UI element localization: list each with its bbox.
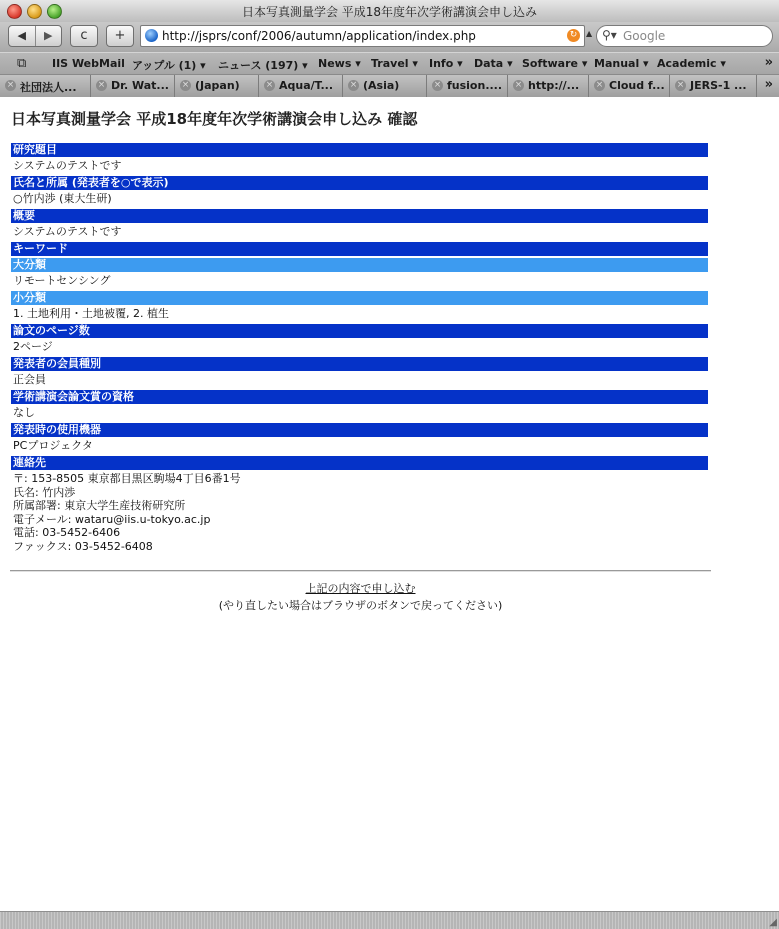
contact-name: 氏名: 竹内渉 <box>13 485 76 499</box>
address-url[interactable]: http://jsprs/conf/2006/autumn/application/index.php <box>162 29 476 43</box>
tab-6[interactable]: × fusion.... <box>427 75 508 97</box>
bookmark-news-jp[interactable]: ニュース (197) ▾ <box>218 59 308 72</box>
bookmarks-overflow-icon[interactable]: » <box>764 55 773 70</box>
browser-toolbar <box>0 22 779 52</box>
bookmark-travel[interactable]: Travel ▾ <box>371 57 418 70</box>
reload-button[interactable]: c <box>70 25 98 47</box>
tab-9[interactable]: × JERS-1 ... <box>670 75 757 97</box>
research-title-label: 研究題目 <box>11 143 708 157</box>
bookmark-software[interactable]: Software ▾ <box>522 57 588 70</box>
contact-details <box>11 470 708 556</box>
add-bookmark-button[interactable]: + <box>106 25 134 47</box>
contact-label: 連絡先 <box>11 456 708 470</box>
page-content <box>0 97 779 911</box>
equipment-label: 発表時の使用機器 <box>11 423 708 437</box>
close-tab-icon[interactable]: × <box>676 80 685 90</box>
bookmark-apple[interactable]: アップル (1) ▾ <box>132 59 206 72</box>
bookmarks-bar <box>0 52 779 75</box>
tabs-overflow-icon[interactable]: » <box>764 77 773 92</box>
bookmark-manual[interactable]: Manual ▾ <box>594 57 649 70</box>
close-tab-icon[interactable]: × <box>514 80 523 90</box>
minor-category-label: 小分類 <box>11 291 708 305</box>
close-tab-icon[interactable]: × <box>265 80 274 90</box>
close-tab-icon[interactable]: × <box>349 80 358 90</box>
bookmark-info[interactable]: Info ▾ <box>429 57 463 70</box>
tab-3[interactable]: × (Japan) <box>175 75 259 97</box>
address-dropdown-icon[interactable]: ▲ <box>586 29 593 38</box>
search-placeholder: Google <box>623 29 666 43</box>
divider <box>10 570 711 572</box>
page-title: 日本写真測量学会 平成18年度年次学術講演会申し込み 確認 <box>11 110 418 128</box>
major-category-label: 大分類 <box>11 258 708 272</box>
page-count-value: 2ページ <box>13 340 53 353</box>
back-forward-group <box>8 25 62 47</box>
bookmark-iis-webmail[interactable]: IIS WebMail <box>52 57 125 70</box>
author-value: ○竹内渉 (東大生研) <box>13 192 112 205</box>
contact-phone: 電話: 03-5452-6406 <box>13 526 121 539</box>
page-count-label: 論文のページ数 <box>11 324 708 338</box>
window-titlebar <box>0 0 779 23</box>
address-bar[interactable] <box>140 25 585 47</box>
member-type-label: 発表者の会員種別 <box>11 357 708 371</box>
bookmark-academic[interactable]: Academic ▾ <box>657 57 726 70</box>
site-globe-icon <box>145 29 158 42</box>
major-category-value: リモートセンシング <box>13 274 111 287</box>
author-label: 氏名と所属 (発表者を○で表示) <box>11 176 708 190</box>
back-instruction-note: (やり直したい場合はブラウザのボタンで戻ってください) <box>218 599 503 612</box>
keywords-label: キーワード <box>11 242 708 256</box>
contact-department: 所属部署: 東京大学生産技術研究所 <box>13 499 186 512</box>
forward-button[interactable]: ▶ <box>44 29 53 42</box>
bookmark-data[interactable]: Data ▾ <box>474 57 513 70</box>
confirmation-form <box>11 143 708 556</box>
close-tab-icon[interactable]: × <box>595 80 604 90</box>
submit-application-link[interactable]: 上記の内容で申し込む <box>305 582 416 595</box>
bookmark-news[interactable]: News ▾ <box>318 57 361 70</box>
close-tab-icon[interactable]: × <box>6 80 15 90</box>
tab-1[interactable]: × 社団法人... <box>0 75 91 97</box>
member-type-value: 正会員 <box>13 373 46 386</box>
bookmarks-book-icon[interactable]: ⧉ <box>17 56 27 71</box>
abstract-value: システムのテストです <box>13 225 122 238</box>
rss-feed-icon[interactable]: ↻ <box>567 29 580 42</box>
close-tab-icon[interactable]: × <box>181 80 190 90</box>
award-eligibility-value: なし <box>13 406 35 419</box>
equipment-value: PCプロジェクタ <box>13 439 93 452</box>
contact-address: 〒: 153-8505 東京都目黒区駒場4丁目6番1号 <box>13 472 241 485</box>
contact-fax: ファックス: 03-5452-6408 <box>13 539 153 553</box>
back-button[interactable]: ◀ <box>9 26 36 46</box>
award-eligibility-label: 学術講演会論文賞の資格 <box>11 390 708 404</box>
search-field[interactable] <box>596 25 773 47</box>
window-title: 日本写真測量学会 平成18年度年次学術講演会申し込み <box>241 5 538 19</box>
tab-5[interactable]: × (Asia) <box>343 75 427 97</box>
tab-4[interactable]: × Aqua/T... <box>259 75 343 97</box>
tab-8[interactable]: × Cloud f... <box>589 75 670 97</box>
tab-bar <box>0 74 779 98</box>
minor-category-value: 1. 土地利用・土地被覆, 2. 植生 <box>13 307 169 320</box>
resize-grip-icon[interactable]: ◢ <box>769 917 777 928</box>
status-bar <box>0 911 779 929</box>
contact-email: 電子メール: wataru@iis.u-tokyo.ac.jp <box>13 512 211 526</box>
abstract-label: 概要 <box>11 209 708 223</box>
submit-area <box>0 580 721 596</box>
search-icon: ⚲▾ <box>602 28 617 42</box>
tab-7[interactable]: × http://... <box>508 75 589 97</box>
close-tab-icon[interactable]: × <box>433 80 442 90</box>
close-tab-icon[interactable]: × <box>97 80 106 90</box>
research-title-value: システムのテストです <box>13 159 122 172</box>
tab-2[interactable]: × Dr. Wat... <box>91 75 175 97</box>
